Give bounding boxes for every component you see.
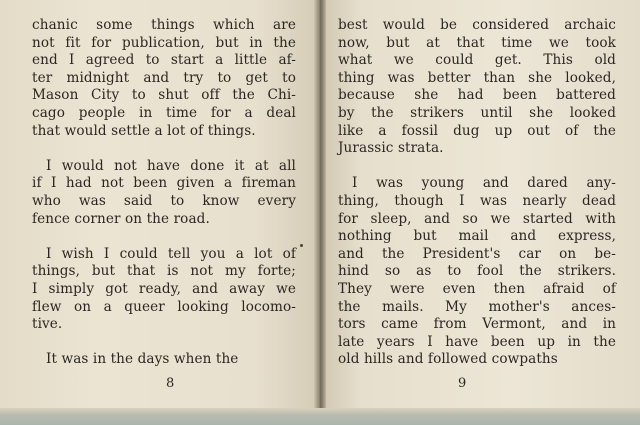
- right-page-text-line: old hills and followed cowpaths: [338, 351, 558, 368]
- right-page-text-line: thing was better than she looked,: [338, 69, 616, 86]
- left-page-paragraph: [32, 158, 296, 228]
- left-page-text-line: if I had not been given a fireman: [32, 175, 296, 192]
- right-page-text: [338, 17, 616, 369]
- paragraph-gap: [32, 334, 296, 352]
- left-page-text-line: who was said to know every: [32, 192, 296, 209]
- book-gutter: [314, 0, 326, 412]
- book-bottom-edge: [0, 408, 640, 425]
- paragraph-gap: [32, 140, 296, 158]
- left-page-text-line: I simply got ready, and away we: [32, 280, 296, 297]
- right-page-text-line: nothing but mail and express,: [338, 228, 616, 245]
- left-page-text-line: Mason City to shut off the Chi-: [32, 87, 296, 104]
- right-page-text-line: late years I have been up in the: [338, 333, 616, 350]
- right-page-text-line: what we could get. This old: [338, 52, 616, 69]
- left-page-text-line: cago people in time for a deal: [32, 104, 296, 121]
- left-page-paragraph: [32, 351, 296, 369]
- right-page-text-line: by the strikers until she looked: [338, 104, 616, 121]
- left-page-text-line: things, but that is not my forte;: [32, 263, 296, 280]
- right-page-text-line: They were even then afraid of: [338, 280, 616, 297]
- right-page-text-line: the mails. My mother's ances-: [338, 298, 616, 315]
- left-page-text-line: flew on a queer looking locomo-: [32, 298, 296, 315]
- right-page-paragraph: [338, 17, 616, 158]
- left-page-text-line: end I agreed to start a little af-: [32, 52, 296, 69]
- paragraph-gap: [338, 158, 616, 176]
- left-page-paragraph: [32, 246, 296, 334]
- left-page: [0, 0, 318, 412]
- right-page-text-line: thing, though I was nearly dead: [338, 192, 616, 209]
- left-page-text-line: chanic some things which are: [32, 17, 296, 33]
- paragraph-gap: [32, 228, 296, 246]
- left-page-text-line: It was in the days when the: [46, 351, 239, 368]
- right-page-text-line: hind so as to fool the strikers.: [338, 263, 616, 280]
- right-page-paragraph: [338, 175, 616, 369]
- ink-speck: [300, 244, 303, 247]
- left-page-text-line: I wish I could tell you a lot of: [46, 245, 296, 262]
- left-page-text-line: that would settle a lot of things.: [32, 122, 256, 139]
- right-page: [323, 0, 640, 412]
- left-page-text-line: not fit for publication, but in the: [32, 34, 296, 51]
- left-page-text-line: ter midnight and try to get to: [32, 69, 296, 86]
- left-page-number: 8: [166, 376, 175, 391]
- right-page-number: 9: [458, 376, 467, 391]
- right-page-text-line: best would be considered archaic: [338, 17, 616, 33]
- right-page-text-line: for sleep, and so we started with: [338, 210, 616, 227]
- left-page-text-line: I would not have done it at all: [46, 157, 296, 174]
- left-page-paragraph: [32, 17, 296, 140]
- right-page-text-line: I was young and dared any-: [352, 175, 616, 192]
- right-page-text-line: now, but at that time we took: [338, 34, 616, 51]
- left-page-text-line: fence corner on the road.: [32, 210, 210, 227]
- right-page-text-line: Jurassic strata.: [338, 140, 444, 157]
- right-page-text-line: because she had been battered: [338, 87, 616, 104]
- right-page-text-line: and the President's car on be-: [338, 245, 616, 262]
- left-page-text-line: tive.: [32, 316, 63, 333]
- right-page-text-line: like a fossil dug up out of the: [338, 122, 616, 139]
- right-page-text-line: tors came from Vermont, and in: [338, 316, 616, 333]
- left-page-text: [32, 17, 296, 369]
